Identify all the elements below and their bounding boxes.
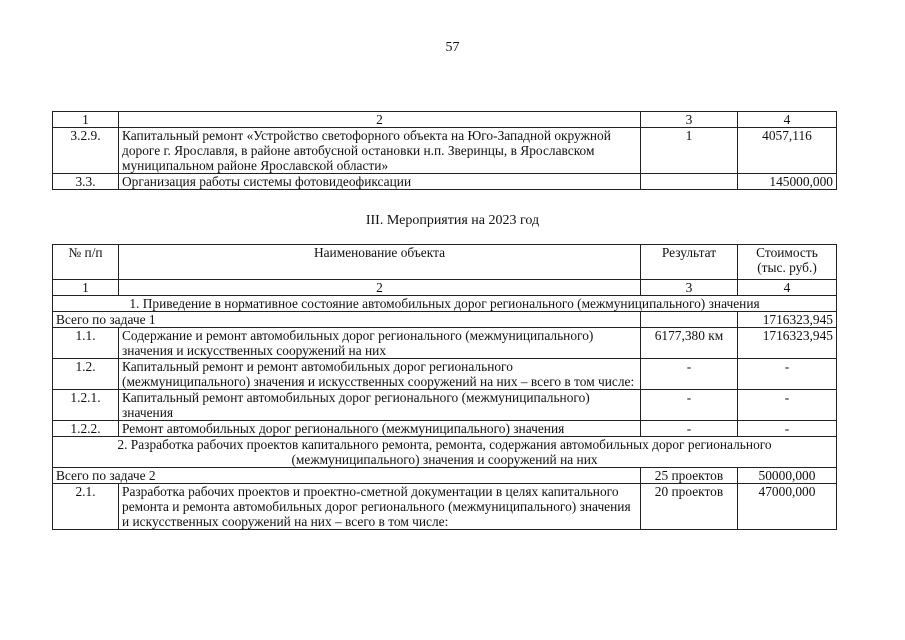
row-name: Капитальный ремонт автомобильных дорог регионального (межмуниципального) значения — [119, 390, 641, 421]
row-cost: 145000,000 — [738, 174, 837, 190]
table-index-row — [53, 280, 837, 296]
task-2-total-cost: 50000,000 — [738, 468, 837, 484]
index-cell: 4 — [738, 112, 837, 128]
row-result: 1 — [641, 128, 738, 174]
table-row — [53, 174, 837, 190]
task-title-row — [53, 296, 837, 312]
row-number: 1.2.1. — [53, 390, 119, 421]
index-cell: 4 — [738, 280, 837, 296]
row-cost: 1716323,945 — [738, 328, 837, 359]
index-cell: 3 — [641, 280, 738, 296]
index-cell: 1 — [53, 280, 119, 296]
row-number: 3.2.9. — [53, 128, 119, 174]
row-cost: - — [738, 390, 837, 421]
row-name: Капитальный ремонт и ремонт автомобильных дорог регионального (межмуниципального) значения и искусственных сооружений на них – всего в том числе: — [119, 359, 641, 390]
row-cost: - — [738, 421, 837, 437]
task-1-title: 1. Приведение в нормативное состояние автомобильных дорог регионального (межмуниципального) значения — [53, 296, 837, 312]
section-title: III. Мероприятия на 2023 год — [365, 213, 540, 228]
page-number: 57 — [445, 40, 460, 55]
row-name: Капитальный ремонт «Устройство светофорного объекта на Юго-Западной окружной дороге г. Ярославля, в районе автобусной остановки н.п. Зверинцы, в Ярославском муниципальном районе Ярославской области» — [119, 128, 641, 174]
table-2023 — [52, 244, 837, 530]
task-2-title: 2. Разработка рабочих проектов капитального ремонта, ремонта, содержания автомобильных дорог регионального (межмуниципального) значения и сооружений на них — [53, 437, 837, 468]
index-cell: 2 — [119, 112, 641, 128]
task-2-total-label: Всего по задаче 2 — [53, 468, 641, 484]
table-row — [53, 484, 837, 530]
header-num: № п/п — [53, 245, 119, 280]
row-name: Организация работы системы фотовидеофиксации — [119, 174, 641, 190]
row-result — [641, 174, 738, 190]
task-total-row — [53, 468, 837, 484]
table-row — [53, 328, 837, 359]
row-name: Разработка рабочих проектов и проектно-сметной документации в целях капитального ремонта и ремонта автомобильных дорог регионального (межмуниципального) значения и искусственных сооружений на них – всего в том числе: — [119, 484, 641, 530]
index-cell: 2 — [119, 280, 641, 296]
row-number: 1.1. — [53, 328, 119, 359]
row-number: 2.1. — [53, 484, 119, 530]
index-cell: 3 — [641, 112, 738, 128]
row-cost: 47000,000 — [738, 484, 837, 530]
row-result: 20 проектов — [641, 484, 738, 530]
row-number: 1.2. — [53, 359, 119, 390]
row-result: 6177,380 км — [641, 328, 738, 359]
table-continuation — [52, 111, 837, 190]
header-cost: Стоимость (тыс. руб.) — [738, 245, 837, 280]
row-cost: 4057,116 — [738, 128, 837, 174]
table-row — [53, 421, 837, 437]
row-cost: - — [738, 359, 837, 390]
header-result: Результат — [641, 245, 738, 280]
row-name: Ремонт автомобильных дорог регионального (межмуниципального) значения — [119, 421, 641, 437]
task-title-row — [53, 437, 837, 468]
row-result: - — [641, 359, 738, 390]
index-cell: 1 — [53, 112, 119, 128]
row-result: - — [641, 421, 738, 437]
header-name: Наименование объекта — [119, 245, 641, 280]
table-row — [53, 390, 837, 421]
task-total-row — [53, 312, 837, 328]
row-number: 3.3. — [53, 174, 119, 190]
row-number: 1.2.2. — [53, 421, 119, 437]
task-2-total-result: 25 проектов — [641, 468, 738, 484]
table-index-row — [53, 112, 837, 128]
task-1-total-label: Всего по задаче 1 — [53, 312, 641, 328]
table-header-row — [53, 245, 837, 280]
task-1-total-result — [641, 312, 738, 328]
row-name: Содержание и ремонт автомобильных дорог регионального (межмуниципального) значения и искусственных сооружений на них — [119, 328, 641, 359]
row-result: - — [641, 390, 738, 421]
task-1-total-cost: 1716323,945 — [738, 312, 837, 328]
table-row — [53, 359, 837, 390]
table-row — [53, 128, 837, 174]
